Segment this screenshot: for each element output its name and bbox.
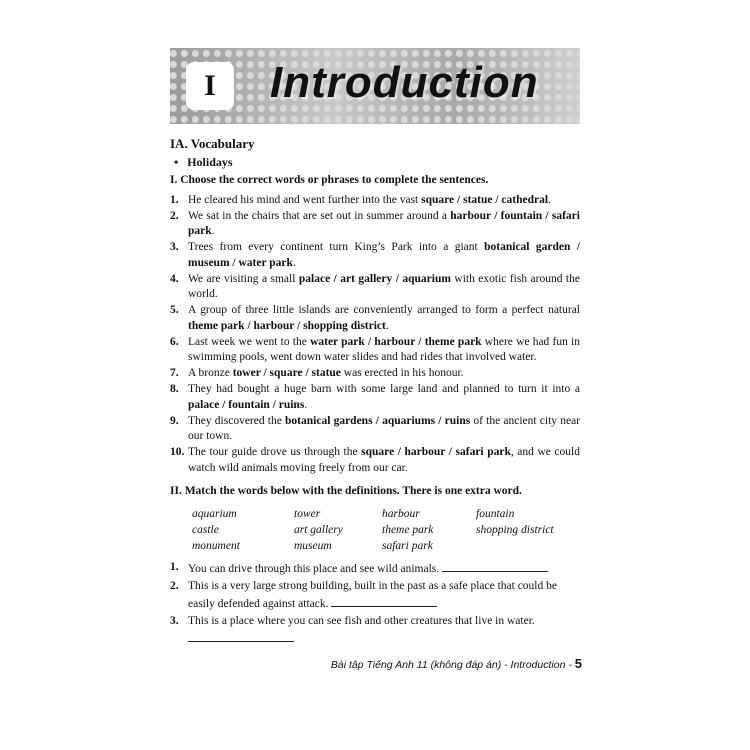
chapter-title: Introduction — [270, 58, 539, 107]
word-option: harbour — [382, 507, 420, 520]
page-content — [170, 136, 580, 649]
topic-bullet: • Holidays — [174, 154, 233, 169]
answer-blank[interactable] — [188, 630, 294, 642]
question-number: 4. — [170, 272, 179, 285]
question-item — [170, 193, 580, 209]
question-number: 5. — [170, 304, 179, 316]
word-option: shopping district — [476, 523, 554, 536]
question-text: We sat in the chairs that are set out in summer around a harbour / fountain / safari park. — [188, 209, 580, 237]
chapter-banner — [170, 48, 580, 124]
word-option: tower — [294, 507, 321, 520]
question-number: 2. — [170, 209, 179, 222]
answer-blank[interactable] — [331, 595, 437, 607]
question-text: Trees from every continent turn King’s Park into a giant botanical garden / museum / water park. — [188, 241, 580, 269]
answer-blank[interactable] — [442, 560, 548, 572]
question-item — [170, 335, 580, 366]
question-item — [170, 209, 580, 240]
question-item — [170, 382, 580, 413]
definition-item — [170, 560, 580, 578]
word-option: museum — [294, 539, 332, 552]
question-text: A bronze tower / square / statue was erected in his honour. — [188, 367, 464, 379]
question-text: Last week we went to the water park / harbour / theme park where we had fun in swimming pools, went down water slides and had rides that involved water. — [188, 335, 580, 363]
question-item — [170, 414, 580, 445]
question-number: 1. — [170, 193, 179, 206]
definition-text: You can drive through this place and see wild animals. — [188, 560, 580, 578]
word-option: aquarium — [192, 507, 237, 520]
topic-label: Holidays — [187, 154, 233, 169]
definition-item — [170, 579, 580, 612]
question-number: 8. — [170, 383, 179, 395]
word-option: castle — [192, 523, 219, 536]
question-item — [170, 303, 580, 334]
question-number: 6. — [170, 335, 179, 348]
question-number: 3. — [170, 241, 179, 253]
question-item — [170, 366, 580, 382]
word-option: art gallery — [294, 523, 343, 536]
part2-instruction: II. Match the words below with the definitions. There is one extra word. — [170, 485, 522, 497]
section-heading: IA. Vocabulary — [170, 136, 255, 151]
word-option: monument — [192, 539, 240, 552]
question-item — [170, 272, 580, 303]
question-text: The tour guide drove us through the square / harbour / safari park, and we could watch wild animals moving freely from our car. — [188, 446, 580, 474]
part1-instruction: I. Choose the correct words or phrases to complete the sentences. — [170, 174, 489, 186]
question-text: He cleared his mind and went further into the vast square / statue / cathedral. — [188, 193, 551, 206]
page-number: 5 — [574, 656, 582, 671]
definition-number: 2. — [170, 580, 179, 592]
word-option: fountain — [476, 507, 515, 520]
word-box — [192, 506, 580, 554]
question-text: We are visiting a small palace / art gallery / aquarium with exotic fish around the world. — [188, 272, 580, 300]
part1-list — [170, 193, 580, 477]
question-number: 10. — [170, 446, 185, 458]
question-item — [170, 240, 580, 271]
question-text: They had bought a huge barn with some large land and planned to turn it into a palace / fountain / ruins. — [188, 383, 580, 411]
definition-list — [170, 560, 580, 648]
page-footer — [300, 656, 582, 671]
definition-text: This is a very large strong building, built in the past as a safe place that could be easily defended against attack. — [188, 580, 557, 610]
question-item — [170, 445, 580, 476]
word-option: safari park — [382, 539, 433, 552]
footer-text: Bài tập Tiếng Anh 11 (không đáp án) - Introduction - — [330, 659, 572, 671]
question-text: A group of three little islands are conveniently arranged to form a perfect natural theme park / harbour / shopping district. — [188, 304, 580, 332]
definition-item — [170, 614, 580, 647]
chapter-number: I — [186, 62, 234, 110]
question-number: 9. — [170, 414, 179, 427]
question-number: 7. — [170, 367, 179, 379]
definition-number: 1. — [170, 560, 179, 573]
question-text: They discovered the botanical gardens / aquariums / ruins of the ancient city near our town. — [188, 414, 580, 442]
word-option: theme park — [382, 523, 434, 536]
definition-text: This is a place where you can see fish and other creatures that live in water. — [188, 614, 580, 647]
definition-number: 3. — [170, 615, 179, 627]
